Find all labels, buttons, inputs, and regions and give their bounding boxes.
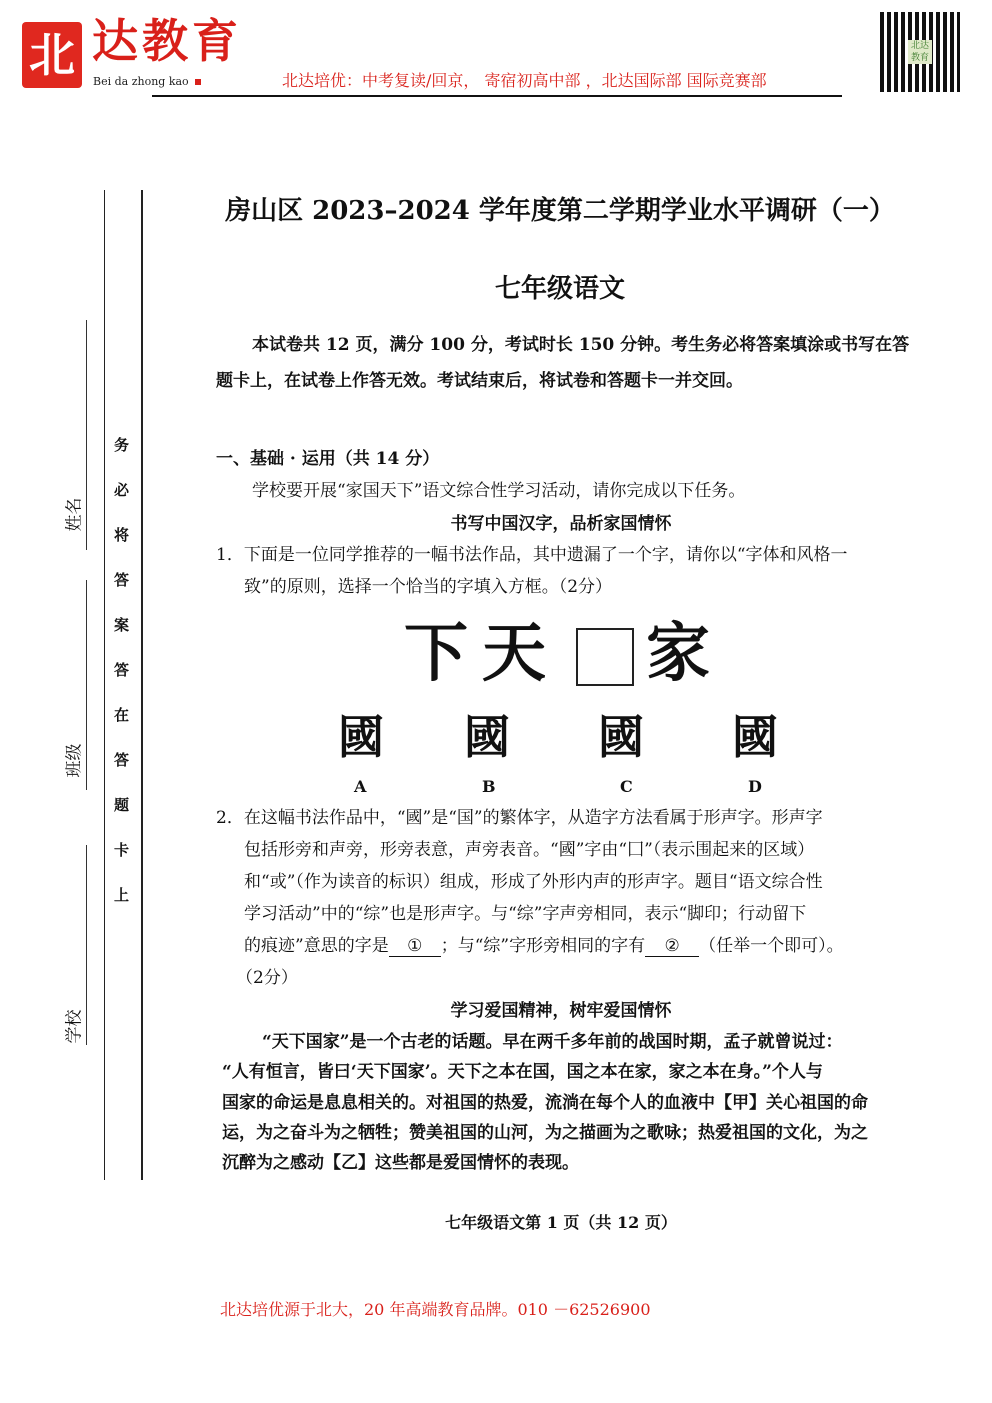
option-c-label: C (620, 777, 633, 796)
qr-center-label: 北达教育 (908, 40, 932, 64)
option-a-glyph: 國 (338, 710, 384, 764)
logo-subtitle: Bei da zhong kao (93, 76, 201, 87)
binding-notice-char: 务 (114, 436, 130, 454)
q2-text: ；与“综”字形旁相同的字有 (440, 936, 646, 956)
exam-title: 房山区 2023–2024 学年度第二学期学业水平调研（一） (225, 196, 895, 226)
section-intro: 学校要开展“家国天下”语文综合性学习活动，请你完成以下任务。 (252, 481, 746, 501)
passage-line: 运，为之奋斗为之牺牲；赞美祖国的山河，为之描画为之歌咏；热爱祖国的文化，为之 (222, 1123, 868, 1143)
topic-heading: 书写中国汉字，品析家国情怀 (450, 514, 672, 534)
binding-notice-char: 在 (114, 706, 130, 724)
footer-advert: 北达培优源于北大，20 年高端教育品牌。010 －62526900 (220, 1300, 651, 1319)
exam-subtitle: 七年级语文 (494, 274, 625, 304)
calligraphy-char: 天 (482, 616, 546, 691)
option-b-label: B (482, 777, 496, 796)
binding-notice-char: 上 (114, 886, 130, 904)
school-underline (86, 845, 87, 1045)
missing-char-box (576, 628, 634, 686)
calligraphy-char: 下 (404, 616, 468, 691)
passage-line: “人有恒言，皆曰‘天下国家’。天下之本在国，国之本在家，家之本在身。”个人与 (222, 1062, 823, 1082)
logo-mark-text: 北 (29, 28, 75, 82)
logo-mark (22, 22, 82, 88)
q2-text: 的痕迹”意思的字是 (244, 936, 389, 956)
answer-blank-1[interactable]: ① (389, 936, 441, 957)
binding-notice-char: 答 (114, 571, 130, 589)
name-label: 姓名 (64, 497, 85, 532)
binding-notice-char: 将 (114, 526, 130, 544)
binding-line (141, 190, 143, 1180)
option-d-label: D (748, 777, 762, 796)
question-1-line: 致”的原则，选择一个恰当的字填入方框。（2分） (244, 577, 613, 597)
question-2-line: 包括形旁和声旁，形旁表意，声旁表音。“國”字由“囗”（表示围起来的区域） (244, 840, 815, 860)
topic-heading: 学习爱国精神，树牢爱国情怀 (450, 1001, 672, 1021)
school-label: 学校 (64, 1009, 85, 1044)
question-2-line (244, 936, 844, 957)
q2-text: （任举一个即可）。 (699, 936, 844, 956)
name-underline (86, 320, 87, 550)
calligraphy-char: 家 (646, 616, 710, 691)
option-c-glyph: 國 (598, 710, 644, 764)
qr-code-image (880, 12, 960, 92)
question-2-score: （2分） (236, 968, 298, 988)
page-number: 七年级语文第 1 页（共 12 页） (445, 1213, 677, 1232)
answer-blank-2[interactable]: ② (645, 936, 699, 957)
question-2-line: 和“或”（作为读音的标识）组成，形成了外形内声的形声字。题目“语文综合性 (244, 872, 823, 892)
instructions-line: 题卡上，在试卷上作答无效。考试结束后，将试卷和答题卡一并交回。 (216, 371, 743, 391)
question-1-line: 1．下面是一位同学推荐的一幅书法作品，其中遗漏了一个字，请你以“字体和风格一 (216, 545, 848, 565)
binding-notice-char: 答 (114, 661, 130, 679)
instructions-line: 本试卷共 12 页，满分 100 分，考试时长 150 分钟。考生务必将答案填涂或书写在答 (252, 335, 910, 355)
class-label: 班级 (64, 743, 85, 778)
binding-line (104, 190, 105, 1180)
passage-line: 国家的命运是息息相关的。对祖国的热爱，流淌在每个人的血液中【甲】关心祖国的命 (222, 1093, 868, 1113)
passage-line: “天下国家”是一个古老的话题。早在两千多年前的战国时期，孟子就曾说过： (262, 1032, 843, 1052)
binding-notice-char: 卡 (114, 841, 130, 859)
section-heading: 一、基础 · 运用（共 14 分） (216, 449, 440, 469)
header-divider (152, 95, 842, 97)
option-b-glyph: 國 (464, 710, 510, 764)
binding-notice-char: 必 (114, 481, 130, 499)
binding-notice-char: 案 (114, 616, 130, 634)
question-2-line: 学习活动”中的“综”也是形声字。与“综”字声旁相同，表示“脚印；行动留下 (244, 904, 807, 924)
question-2-line: 2．在这幅书法作品中，“國”是“国”的繁体字，从造字方法看属于形声字。形声字 (216, 808, 823, 828)
option-a-label: A (354, 777, 367, 796)
logo-text: 达教育 (92, 14, 242, 68)
header-slogan: 北达培优：中考复读/回京， 寄宿初高中部 ，北达国际部 国际竞赛部 (282, 71, 767, 90)
option-d-glyph: 國 (732, 710, 778, 764)
class-underline (86, 580, 87, 790)
binding-notice-char: 题 (114, 796, 130, 814)
binding-notice-char: 答 (114, 751, 130, 769)
passage-line: 沉醉为之感动【乙】这些都是爱国情怀的表现。 (222, 1153, 579, 1173)
